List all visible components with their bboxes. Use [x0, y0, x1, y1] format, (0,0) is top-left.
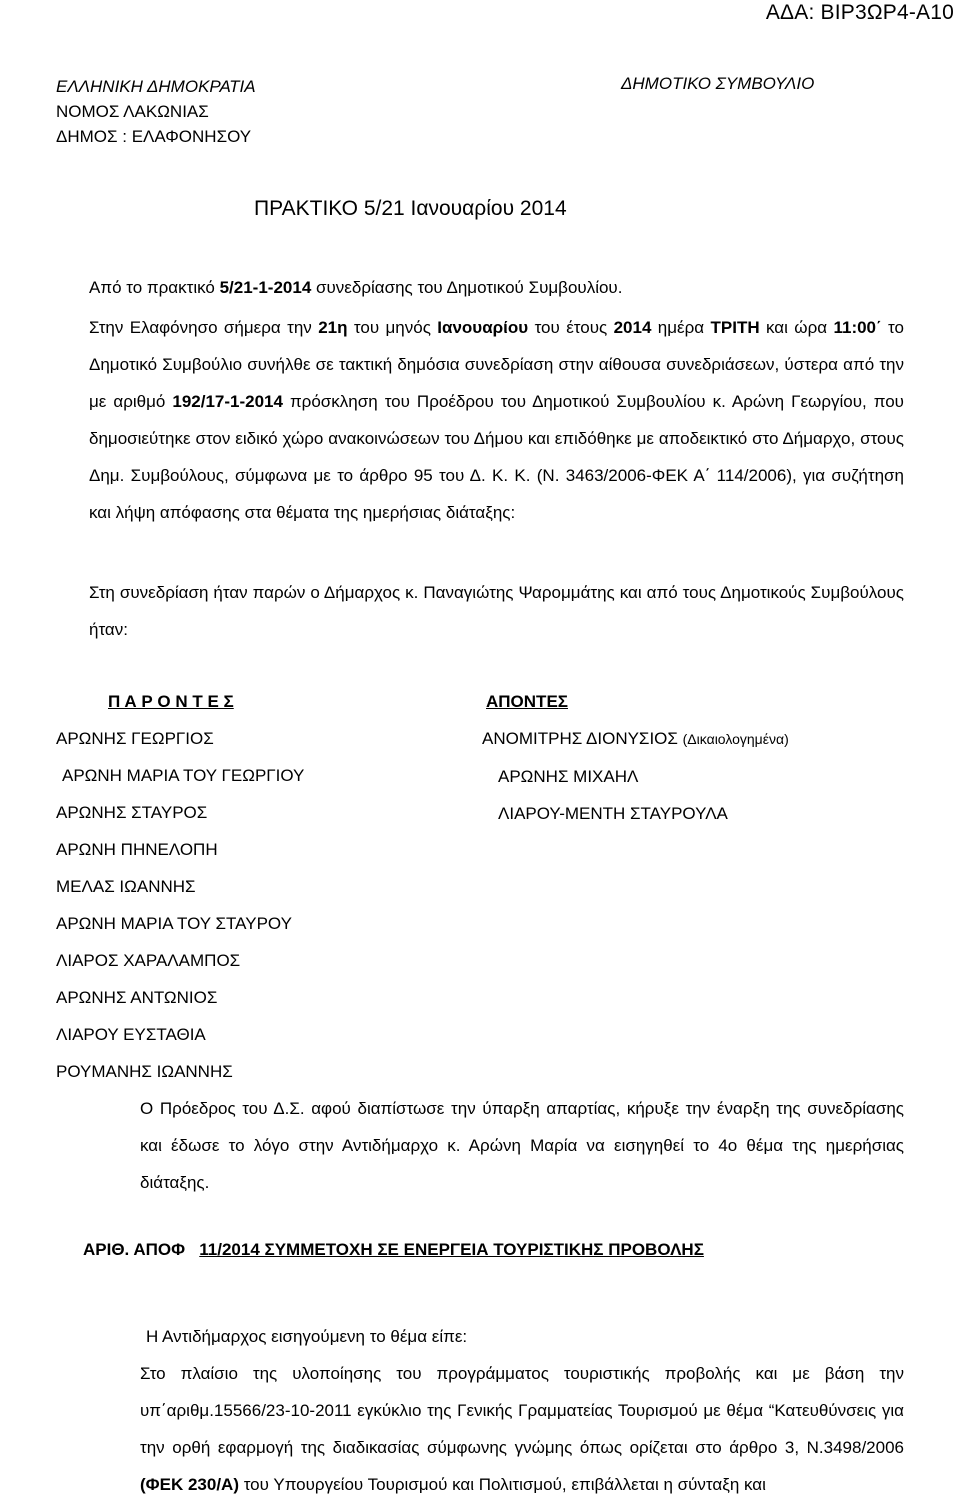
- absence-justified-note: (Δικαιολογημένα): [682, 731, 789, 747]
- present-member: ΑΡΩΝΗ ΜΑΡΙΑ ΤΟΥ ΣΤΑΥΡΟΥ: [56, 914, 292, 933]
- meeting-year: 2014: [613, 318, 652, 337]
- header-council: ΔΗΜΟΤΙΚΟ ΣΥΜΒΟΥΛΙΟ: [621, 74, 815, 93]
- chair-paragraph: [56, 1090, 904, 1201]
- chair-text: Ο Πρόεδρος του Δ.Σ. αφού διαπίστωσε την ύπαρξη απαρτίας, κήρυξε την έναρξη της συνεδρίασης και έδωσε το λόγο στην Αντιδήμαρχο κ. Αρώνη Μαρία να εισηγηθεί το 4ο θέμα της ημερήσιας διάταξης.: [140, 1099, 904, 1192]
- extract-pre: Από το πρακτικό: [89, 278, 220, 297]
- ada-code: ΑΔΑ: ΒΙΡ3ΩΡ4-Α10: [765, 1, 954, 24]
- meeting-time: 11:00΄: [833, 318, 882, 337]
- present-member: ΑΡΩΝΗ ΠΗΝΕΛΟΠΗ: [56, 840, 218, 859]
- speaker-line: Η Αντιδήμαρχος εισηγούμενη το θέμα είπε:: [146, 1327, 468, 1346]
- present-member: ΑΡΩΝΗΣ ΓΕΩΡΓΙΟΣ: [56, 729, 214, 748]
- proposal-body: [56, 1318, 904, 1503]
- present-member: ΑΡΩΝΗΣ ΑΝΤΩΝΙΟΣ: [56, 988, 218, 1007]
- meeting-day: ΤΡΙΤΗ: [710, 318, 760, 337]
- issuer-header: [56, 74, 256, 149]
- header-municipality: ΔΗΜΟΣ : ΕΛΑΦΟΝΗΣΟΥ: [56, 127, 252, 146]
- present-member: ΑΡΩΝΗ ΜΑΡΙΑ ΤΟΥ ΓΕΩΡΓΙΟΥ: [62, 766, 305, 785]
- meeting-month: Ιανουαρίου: [437, 318, 529, 337]
- invitation-number: 192/17-1-2014: [172, 392, 283, 411]
- intro-text: Στην Ελαφόνησο σήμερα την 21η του μηνός Ιανουαρίου του έτους 2014 ημέρα ΤΡΙΤΗ και ώρα 11:00΄ το Δημοτικό Συμβούλιο συνήλθε σε τακτική δημόσια συνεδρίαση στην αίθουσα συνεδριάσεων, ύστερα από την με αριθμό 192/17-1-2014 πρόσκληση του Προέδρου του Δημοτικού Συμβουλίου κ. Αρώνη Γεωργίου, που δημοσιεύτηκε στον ειδικό χώρο ανακοινώσεων του Δήμου και επιδόθηκε με αποδεικτικό στο Δήμαρχο, στους Δημ. Συμβούλους, σύμφωνα με το άρθρο 95 του Δ. Κ. Κ. (Ν. 3463/2006-ΦΕΚ Α΄ 114/2006), για συζήτηση και λήψη απόφασης στα θέματα της ημερήσιας διάταξης:: [89, 318, 904, 522]
- absent-member: ΑΝΟΜΙΤΡΗΣ ΔΙΟΝΥΣΙΟΣ (Δικαιολογημένα): [482, 729, 789, 748]
- extract-line: [89, 278, 622, 298]
- page-title: ΠΡΑΚΤΙΚΟ 5/21 Ιανουαρίου 2014: [254, 197, 567, 220]
- fek-reference: (ΦΕΚ 230/Α): [140, 1475, 239, 1494]
- extract-post: συνεδρίασης του Δημοτικού Συμβουλίου.: [311, 278, 623, 297]
- absent-member: ΛΙΑΡΟΥ-ΜΕΝΤΗ ΣΤΑΥΡΟΥΛΑ: [498, 804, 728, 823]
- present-member: ΜΕΛΑΣ ΙΩΑΝΝΗΣ: [56, 877, 196, 896]
- header-republic: ΕΛΛΗΝΙΚΗ ΔΗΜΟΚΡΑΤΙΑ: [56, 77, 256, 96]
- absent-heading: ΑΠΟΝΤΕΣ: [486, 692, 568, 711]
- decision-title: 11/2014 ΣΥΜΜΕΤΟΧΗ ΣΕ ΕΝΕΡΓΕΙΑ ΤΟΥΡΙΣΤΙΚΗΣ ΠΡΟΒΟΛΗΣ: [199, 1240, 704, 1259]
- extract-minutes-number: 5/21-1-2014: [219, 278, 312, 297]
- present-member: ΛΙΑΡΟΥ ΕΥΣΤΑΘΙΑ: [56, 1025, 206, 1044]
- mayor-text: Στη συνεδρίαση ήταν παρών ο Δήμαρχος κ. Παναγιώτης Ψαρομμάτης και από τους Δημοτικούς Συμβούλους ήταν:: [89, 583, 904, 639]
- meeting-date: 21η: [318, 318, 348, 337]
- absent-member: ΑΡΩΝΗΣ ΜΙΧΑΗΛ: [498, 767, 639, 786]
- present-member: ΛΙΑΡΟΣ ΧΑΡΑΛΑΜΠΟΣ: [56, 951, 241, 970]
- proposal-text: Στο πλαίσιο της υλοποίησης του προγράμματος τουριστικής προβολής και με βάση την υπ΄αριθμ.15566/23-10-2011 εγκύκλιο της Γενικής Γραμματείας Τουρισμού με θέμα “Κατευθύνσεις για την ορθή εφαρμογή της διαδικασίας σύμφωνης γνώμης όπως ορίζεται στο άρθρο 3, Ν.3498/2006 (ΦΕΚ 230/Α) του Υπουργείου Τουρισμού και Πολιτισμού, επιβάλλεται η σύνταξη και: [140, 1364, 904, 1494]
- mayor-paragraph: [56, 574, 904, 648]
- header-prefecture: ΝΟΜΟΣ ΛΑΚΩΝΙΑΣ: [56, 102, 209, 121]
- absent-list: [482, 683, 789, 832]
- decision-label: ΑΡΙΘ. ΑΠΟΦ: [83, 1240, 186, 1259]
- decision-heading: [83, 1240, 704, 1260]
- intro-paragraph: [56, 309, 904, 531]
- present-member: ΑΡΩΝΗΣ ΣΤΑΥΡΟΣ: [56, 803, 208, 822]
- present-member: ΡΟΥΜΑΝΗΣ ΙΩΑΝΝΗΣ: [56, 1062, 233, 1081]
- present-heading: Π Α Ρ Ο Ν Τ Ε Σ: [108, 692, 234, 711]
- present-list: [56, 683, 304, 1090]
